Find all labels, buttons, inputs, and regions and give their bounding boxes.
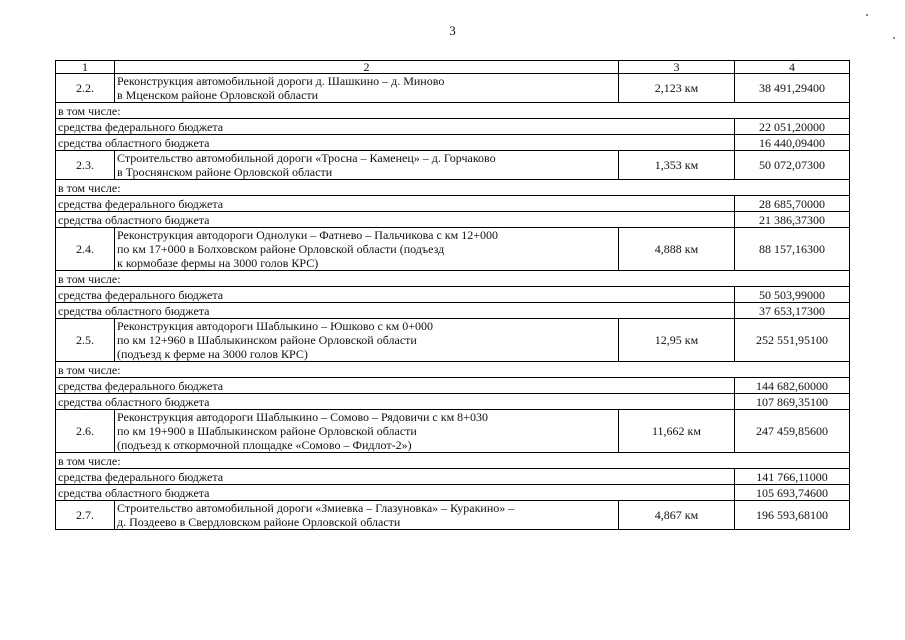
project-description-line: Реконструкция автодороги Однолуки – Фатнево – Пальчикова с км 12+000 — [117, 228, 498, 242]
project-total: 38 491,29400 — [735, 74, 850, 103]
including-row — [56, 103, 850, 119]
project-description-line: по км 17+000 в Болховском районе Орловской области (подъезд — [117, 242, 445, 256]
regional-budget-amount: 16 440,09400 — [735, 135, 850, 151]
project-total: 196 593,68100 — [735, 501, 850, 530]
regional-budget-label: средства областного бюджета — [56, 303, 735, 319]
project-description — [115, 151, 619, 180]
project-description-line: (подъезд к откормочной площадке «Сомово – Фидлот-2») — [117, 438, 412, 452]
project-length: 11,662 км — [619, 410, 735, 453]
regional-budget-amount: 37 653,17300 — [735, 303, 850, 319]
regional-budget-amount: 107 869,35100 — [735, 394, 850, 410]
federal-budget-amount: 141 766,11000 — [735, 469, 850, 485]
project-number: 2.6. — [56, 410, 115, 453]
project-row — [56, 319, 850, 362]
project-description-line: Строительство автомобильной дороги «Змиевка – Глазуновка» – Куракино» – — [117, 501, 515, 515]
regional-budget-amount: 105 693,74600 — [735, 485, 850, 501]
federal-budget-row — [56, 378, 850, 394]
project-description — [115, 228, 619, 271]
project-row — [56, 228, 850, 271]
project-description-line: Реконструкция автодороги Шаблыкино – Юшково с км 0+000 — [117, 319, 433, 333]
including-row — [56, 271, 850, 287]
federal-budget-row — [56, 287, 850, 303]
federal-budget-row — [56, 469, 850, 485]
table-header-row — [56, 61, 850, 74]
project-description-line: Строительство автомобильной дороги «Тросна – Каменец» – д. Горчаково — [117, 151, 496, 165]
project-length: 4,867 км — [619, 501, 735, 530]
project-description-line: (подъезд к ферме на 3000 голов КРС) — [117, 347, 308, 361]
including-label: в том числе: — [56, 362, 850, 378]
project-total: 252 551,95100 — [735, 319, 850, 362]
project-description — [115, 74, 619, 103]
federal-budget-row — [56, 196, 850, 212]
project-description-line: в Мценском районе Орловской области — [117, 88, 319, 102]
regional-budget-label: средства областного бюджета — [56, 394, 735, 410]
federal-budget-label: средства федерального бюджета — [56, 287, 735, 303]
federal-budget-amount: 50 503,99000 — [735, 287, 850, 303]
budget-table — [55, 60, 850, 530]
project-number: 2.2. — [56, 74, 115, 103]
regional-budget-row — [56, 394, 850, 410]
project-length: 2,123 км — [619, 74, 735, 103]
project-description-line: Реконструкция автомобильной дороги д. Шашкино – д. Миново — [117, 74, 445, 88]
project-row — [56, 151, 850, 180]
regional-budget-row — [56, 485, 850, 501]
project-length: 1,353 км — [619, 151, 735, 180]
project-description-line: Реконструкция автодороги Шаблыкино – Сомово – Рядовичи с км 8+030 — [117, 410, 488, 424]
project-description-line: к кормобазе фермы на 3000 голов КРС) — [117, 256, 319, 270]
federal-budget-amount: 28 685,70000 — [735, 196, 850, 212]
regional-budget-label: средства областного бюджета — [56, 485, 735, 501]
project-description — [115, 319, 619, 362]
project-total: 88 157,16300 — [735, 228, 850, 271]
scan-speck — [866, 14, 868, 16]
project-row — [56, 501, 850, 530]
project-description — [115, 410, 619, 453]
project-description-line: д. Поздеево в Свердловском районе Орловской области — [117, 515, 401, 529]
project-row — [56, 410, 850, 453]
including-row — [56, 453, 850, 469]
project-description-line: по км 12+960 в Шаблыкинском районе Орловской области — [117, 333, 417, 347]
page-number: 3 — [449, 23, 456, 38]
including-label: в том числе: — [56, 271, 850, 287]
scan-speck — [893, 37, 895, 39]
header-col-3: 3 — [619, 61, 735, 74]
project-description-line: по км 19+900 в Шаблыкинском районе Орловской области — [117, 424, 417, 438]
federal-budget-amount: 22 051,20000 — [735, 119, 850, 135]
regional-budget-label: средства областного бюджета — [56, 212, 735, 228]
regional-budget-row — [56, 135, 850, 151]
project-number: 2.3. — [56, 151, 115, 180]
project-length: 12,95 км — [619, 319, 735, 362]
project-number: 2.5. — [56, 319, 115, 362]
including-row — [56, 362, 850, 378]
regional-budget-row — [56, 212, 850, 228]
project-number: 2.4. — [56, 228, 115, 271]
project-length: 4,888 км — [619, 228, 735, 271]
project-description — [115, 501, 619, 530]
including-label: в том числе: — [56, 180, 850, 196]
federal-budget-label: средства федерального бюджета — [56, 196, 735, 212]
project-number: 2.7. — [56, 501, 115, 530]
regional-budget-label: средства областного бюджета — [56, 135, 735, 151]
federal-budget-row — [56, 119, 850, 135]
federal-budget-label: средства федерального бюджета — [56, 378, 735, 394]
including-row — [56, 180, 850, 196]
regional-budget-row — [56, 303, 850, 319]
federal-budget-label: средства федерального бюджета — [56, 119, 735, 135]
federal-budget-amount: 144 682,60000 — [735, 378, 850, 394]
project-total: 50 072,07300 — [735, 151, 850, 180]
federal-budget-label: средства федерального бюджета — [56, 469, 735, 485]
header-col-1: 1 — [56, 61, 115, 74]
regional-budget-amount: 21 386,37300 — [735, 212, 850, 228]
project-total: 247 459,85600 — [735, 410, 850, 453]
project-row — [56, 74, 850, 103]
project-description-line: в Троснянском районе Орловской области — [117, 165, 333, 179]
header-col-4: 4 — [735, 61, 850, 74]
including-label: в том числе: — [56, 453, 850, 469]
including-label: в том числе: — [56, 103, 850, 119]
header-col-2: 2 — [115, 61, 619, 74]
